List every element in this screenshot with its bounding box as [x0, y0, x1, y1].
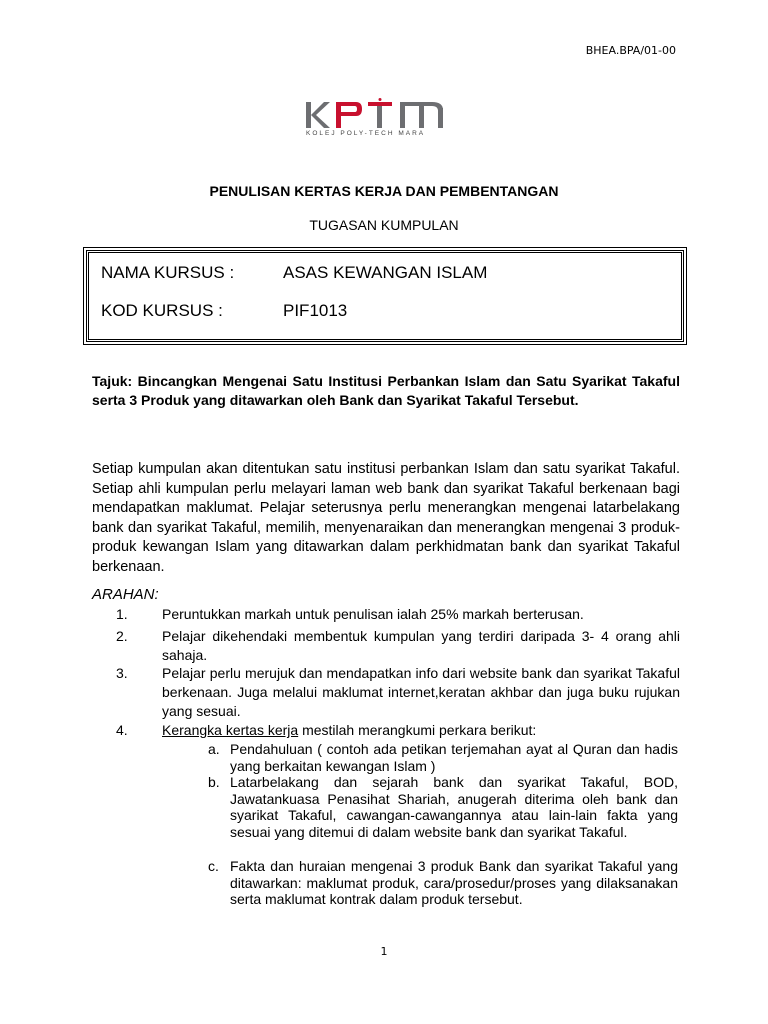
instruction-number: 1.: [116, 606, 128, 622]
instruction-text: Pelajar dikehendaki membentuk kumpulan yang terdiri daripada 3- 4 orang ahli sahaja.: [162, 628, 680, 663]
subitem-text: Fakta dan huraian mengenai 3 produk Bank dan syarikat Takaful yang ditawarkan: maklumat produk, cara/prosedur/proses yang dilaksanakan serta maklumat kontrak dalam produk tersebut.: [230, 858, 678, 907]
instruction-number: 4.: [116, 722, 128, 738]
outline-subitem: [208, 858, 678, 908]
assignment-topic: Tajuk: Bincangkan Mengenai Satu Institusi Perbankan Islam dan Satu Syarikat Takaful serta 3 Produk yang ditawarkan oleh Bank dan Syarikat Takaful Tersebut.: [92, 373, 680, 408]
course-name-row: [101, 263, 487, 283]
document-code: BHEA.BPA/01-00: [585, 44, 676, 57]
subitem-letter: c.: [208, 858, 219, 874]
subitem-text: Latarbelakang dan sejarah bank dan syarikat Takaful, BOD, Jawatankuasa Penasihat Shariah, anugerah diterima oleh bank dan syarikat Takaful, cawangan-cawangannya atau lain-lain fakta yang sesuai yang ditemui di dalam website bank dan syarikat Takaful.: [230, 774, 678, 840]
instruction-item: [92, 664, 680, 721]
outline-underlined-text: Kerangka kertas kerja: [162, 722, 299, 738]
document-title: PENULISAN KERTAS KERJA DAN PEMBENTANGAN: [209, 183, 559, 199]
instruction-text: Pelajar perlu merujuk dan mendapatkan info dari website bank dan syarikat Takaful berkenaan. Juga melalui maklumat internet,keratan akhbar dan juga buku rujukan yang sesuai.: [162, 665, 680, 719]
instruction-item: [92, 605, 680, 624]
course-name-label: NAMA KURSUS :: [101, 263, 235, 282]
course-code-value: PIF1013: [283, 301, 348, 320]
instruction-number: 2.: [116, 628, 128, 644]
document-subtitle: TUGASAN KUMPULAN: [309, 217, 459, 233]
course-code-label: KOD KURSUS :: [101, 301, 223, 320]
course-code-row: [101, 301, 347, 321]
instruction-item: [92, 627, 680, 665]
subitem-letter: b.: [208, 774, 220, 790]
subitem-letter: a.: [208, 741, 220, 757]
instruction-item: [92, 721, 680, 740]
outline-subitem: [208, 774, 678, 840]
page-number: 1: [380, 945, 388, 958]
subitem-text: Pendahuluan ( contoh ada petikan terjemahan ayat al Quran dan hadis yang berkaitan kewangan Islam ): [230, 741, 678, 774]
instruction-text: mestilah merangkumi perkara berikut:: [298, 722, 537, 738]
instructions-heading: ARAHAN:: [92, 586, 159, 603]
outline-subitem: [208, 741, 678, 774]
instruction-text: Peruntukkan markah untuk penulisan ialah 25% markah berterusan.: [162, 606, 584, 622]
intro-paragraph: Setiap kumpulan akan ditentukan satu institusi perbankan Islam dan satu syarikat Takaful. Setiap ahli kumpulan perlu melayari laman web bank dan syarikat Takaful berkenaan bagi mendapatkan maklumat. Pelajar seterusnya perlu menerangkan mengenai latarbelakang bank dan syarikat Takaful, memilih, menyenaraikan dan menerangkan mengenai 3 produk-produk kewangan Islam yang ditawarkan dalam perkhidmatan bank dan syarikat Takaful berkenaan.: [92, 461, 680, 575]
instruction-number: 3.: [116, 665, 128, 681]
course-info-box: [86, 250, 684, 342]
logo-subtitle: KOLEJ POLY-TECH MARA: [306, 130, 426, 137]
course-name-value: ASAS KEWANGAN ISLAM: [283, 263, 488, 282]
